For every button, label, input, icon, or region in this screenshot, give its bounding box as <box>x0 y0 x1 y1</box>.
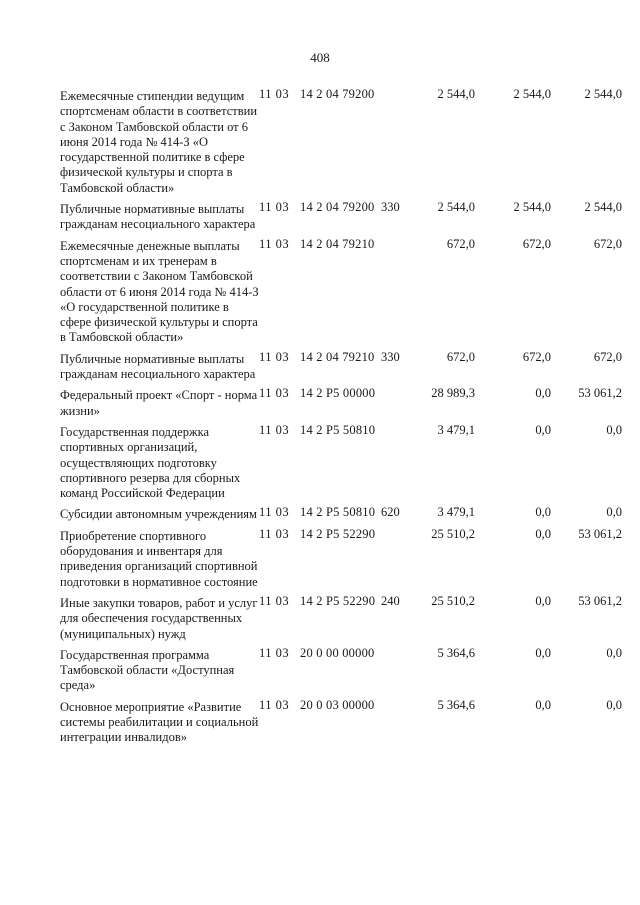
row-description: Иные закупки товаров, работ и услуг для обеспечения государственных (муниципальных) нужд <box>60 595 258 641</box>
row-description: Государственная программа Тамбовской области «Доступная среда» <box>60 647 235 693</box>
row-description: Федеральный проект «Спорт - норма жизни» <box>60 388 258 418</box>
amount-year-3: 2 544,0 <box>584 87 622 101</box>
row-description: Основное мероприятие «Развитие системы реабилитации и социальной интеграции инвалидов» <box>60 699 259 745</box>
amount-year-3: 672,0 <box>593 236 622 251</box>
table-row <box>60 698 630 746</box>
amount-year-3: 0,0 <box>606 505 622 520</box>
table-row <box>60 505 630 522</box>
amount-year-1: 28 989,3 <box>431 386 475 401</box>
amount-year-1: 672,0 <box>446 349 475 364</box>
amount-year-1: 3 479,1 <box>437 422 475 437</box>
table-row <box>60 423 630 501</box>
table-row <box>60 200 630 233</box>
section-code: 11 03 <box>259 200 290 215</box>
amount-year-2: 0,0 <box>535 505 551 520</box>
target-article-code: 14 2 P5 00000 <box>300 386 376 401</box>
section-code: 11 03 <box>259 87 290 101</box>
row-description: Субсидии автономным учреждениям <box>60 507 257 522</box>
amount-year-2: 672,0 <box>522 349 551 364</box>
target-article-code: 14 2 P5 52290 <box>300 526 376 541</box>
amount-year-1: 672,0 <box>446 236 475 251</box>
amount-year-2: 0,0 <box>535 526 551 541</box>
amount-year-2: 0,0 <box>535 645 551 660</box>
expense-type-code: 330 <box>381 200 400 215</box>
amount-year-2: 0,0 <box>535 697 551 712</box>
target-article-code: 14 2 P5 52290 <box>300 593 376 608</box>
amount-year-1: 5 364,6 <box>437 697 475 712</box>
amount-year-3: 53 061,2 <box>578 526 622 541</box>
target-article-code: 14 2 04 79200 <box>300 200 375 215</box>
target-article-code: 20 0 00 00000 <box>300 645 375 660</box>
section-code: 11 03 <box>259 422 290 437</box>
table-row <box>60 350 630 383</box>
amount-year-1: 25 510,2 <box>431 593 475 608</box>
table-row <box>60 646 630 694</box>
target-article-code: 14 2 04 79210 <box>300 349 375 364</box>
section-code: 11 03 <box>259 386 290 401</box>
row-description: Государственная поддержка спортивных организаций, осуществляющих подготовку спортивного резерва для сборных команд Российской Федерации <box>60 424 241 501</box>
amount-year-1: 3 479,1 <box>437 505 475 520</box>
amount-year-1: 2 544,0 <box>437 87 475 101</box>
table-row <box>60 87 630 196</box>
amount-year-1: 5 364,6 <box>437 645 475 660</box>
section-code: 11 03 <box>259 349 290 364</box>
target-article-code: 14 2 P5 50810 <box>300 505 376 520</box>
expense-type-code: 240 <box>381 593 400 608</box>
table-row <box>60 527 630 590</box>
target-article-code: 14 2 04 79210 <box>300 236 375 251</box>
section-code: 11 03 <box>259 697 290 712</box>
row-description: Ежемесячные стипендии ведущим спортсменам области в соответствии с Законом Тамбовской области от 6 июня 2014 года № 414-З «О государственной политике в сфере физической культуры и спорта в Тамбовской области» <box>60 89 258 195</box>
expense-type-code: 330 <box>381 349 400 364</box>
section-code: 11 03 <box>259 593 290 608</box>
amount-year-3: 0,0 <box>606 645 622 660</box>
table-row <box>60 386 630 419</box>
section-code: 11 03 <box>259 236 290 251</box>
amount-year-3: 2 544,0 <box>584 200 622 215</box>
amount-year-3: 0,0 <box>606 697 622 712</box>
row-description: Публичные нормативные выплаты гражданам несоциального характера <box>60 351 256 382</box>
amount-year-3: 53 061,2 <box>578 386 622 401</box>
budget-table <box>60 87 630 750</box>
amount-year-1: 2 544,0 <box>437 200 475 215</box>
section-code: 11 03 <box>259 505 290 520</box>
expense-type-code: 620 <box>381 505 400 520</box>
amount-year-2: 0,0 <box>535 422 551 437</box>
amount-year-3: 0,0 <box>606 422 622 437</box>
target-article-code: 14 2 P5 50810 <box>300 422 376 437</box>
row-description: Публичные нормативные выплаты гражданам несоциального характера <box>60 202 256 232</box>
amount-year-2: 2 544,0 <box>513 200 551 215</box>
amount-year-2: 0,0 <box>535 593 551 608</box>
row-description: Ежемесячные денежные выплаты спортсменам и их тренерам в соответствии с Законом Тамбовской области от 6 июня 2014 года № 414-З «О государственной политике в сфере физической культуры и спорта в Тамбовской области» <box>60 238 259 345</box>
amount-year-2: 672,0 <box>522 236 551 251</box>
target-article-code: 20 0 03 00000 <box>300 697 375 712</box>
target-article-code: 14 2 04 79200 <box>300 87 375 101</box>
amount-year-2: 0,0 <box>535 386 551 401</box>
section-code: 11 03 <box>259 526 290 541</box>
amount-year-3: 672,0 <box>593 349 622 364</box>
row-description: Приобретение спортивного оборудования и инвентаря для приведения организаций спортивной подготовки в нормативное состояние <box>60 528 258 589</box>
amount-year-2: 2 544,0 <box>513 87 551 101</box>
page-number: 408 <box>310 50 330 65</box>
table-row <box>60 594 630 642</box>
amount-year-1: 25 510,2 <box>431 526 475 541</box>
section-code: 11 03 <box>259 645 290 660</box>
amount-year-3: 53 061,2 <box>578 593 622 608</box>
table-row <box>60 237 630 346</box>
